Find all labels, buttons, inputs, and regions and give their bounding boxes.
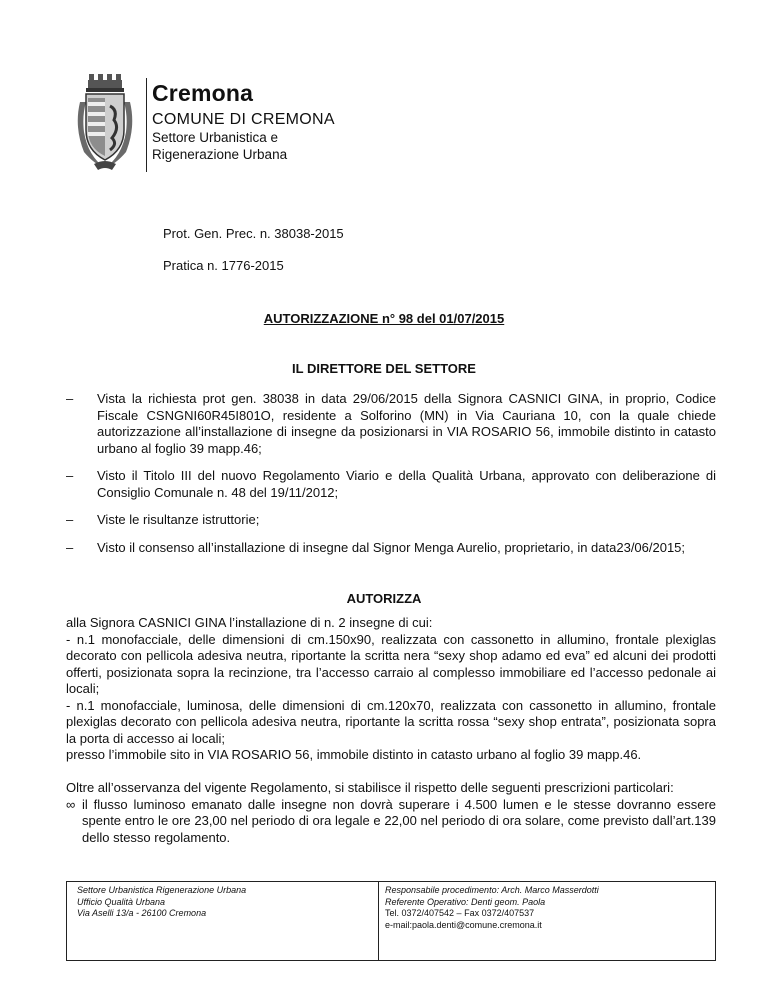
- sector-line-1: Settore Urbanistica e: [152, 130, 279, 145]
- body-location: presso l’immobile sito in VIA ROSARIO 56, immobile distinto in catasto urbano al foglio 39 mapp.46.: [66, 747, 642, 762]
- prescriptions-intro: Oltre all’osservanza del vigente Regolamento, si stabilisce il rispetto delle seguenti prescrizioni particolari:: [66, 780, 674, 795]
- protocol-reference: Prot. Gen. Prec. n. 38038-2015: [163, 226, 344, 241]
- sector-line-2: Rigenerazione Urbana: [152, 147, 288, 162]
- consideration-text: Viste le risultanze istruttorie;: [97, 512, 260, 527]
- consideration-item: – Visto il Titolo III del nuovo Regolamento Viario e della Qualità Urbana, approvato con deliberazione di Consiglio Comunale n. 48 del 19/11/2012;: [66, 468, 716, 500]
- consideration-item: – Visto il consenso all’installazione di insegne dal Signor Menga Aurelio, proprietario, in data23/06/2015;: [66, 539, 686, 555]
- case-reference: Pratica n. 1776-2015: [163, 258, 284, 273]
- header-divider: [146, 78, 147, 172]
- footer-box: [66, 881, 716, 961]
- consideration-text: Visto il Titolo III del nuovo Regolamento Viario e della Qualità Urbana, approvato con deliberazione di Consiglio Comunale n. 48 del 19/11/2012;: [97, 468, 716, 500]
- footer-right-line: Tel. 0372/407542 – Fax 0372/407537: [385, 908, 535, 918]
- footer-email: e-mail:paola.denti@comune.cremona.it: [385, 919, 542, 930]
- footer-right-line: Responsabile procedimento: Arch. Marco Masserdotti: [385, 885, 599, 895]
- footer-office-info: [77, 885, 246, 920]
- footer-left-line: Via Aselli 13/a - 26100 Cremona: [77, 908, 207, 918]
- organization-subtitle: COMUNE DI CREMONA: [152, 111, 335, 128]
- authorization-body: [66, 615, 716, 764]
- coat-of-arms-icon: [74, 72, 136, 172]
- consideration-item: – Vista la richiesta prot gen. 38038 in data 29/06/2015 della Signora CASNICI GINA, in proprio, Codice Fiscale CSNGNI60R45I801O, residente a Solforino (MN) in Via Cauriana 10, con la quale chiede autorizzazione all’installazione di insegne da posizionarsi in VIA ROSARIO 56, immobile distinto in catasto urbano al foglio 39 mapp.46;: [66, 391, 716, 456]
- consideration-text: Vista la richiesta prot gen. 38038 in data 29/06/2015 della Signora CASNICI GINA, in proprio, Codice Fiscale CSNGNI60R45I801O, residente a Solforino (MN) in Via Cauriana 10, con la quale chiede autorizzazione all’installazione di insegne da posizionarsi in VIA ROSARIO 56, immobile distinto in catasto urbano al foglio 39 mapp.46;: [97, 391, 716, 456]
- considerations-list: [66, 391, 716, 567]
- organization-block: [152, 80, 335, 163]
- body-intro: alla Signora CASNICI GINA l’installazione di n. 2 insegne di cui:: [66, 615, 433, 630]
- footer-divider: [378, 882, 379, 960]
- authorization-title: AUTORIZZAZIONE n° 98 del 01/07/2015: [263, 311, 505, 326]
- footer-left-line: Ufficio Qualità Urbana: [77, 896, 166, 907]
- bullet-symbol: ∞: [66, 796, 76, 812]
- body-sign-2: - n.1 monofacciale, luminosa, delle dimensioni di cm.120x70, realizzata con cassonetto in allumino, frontale plexiglas decorato con pellicola adesiva neutra, riportante la scritta rossa “sexy shop entrata”, posizionata sopra la porta di accesso ai locali;: [66, 697, 716, 746]
- body-sign-1: - n.1 monofacciale, delle dimensioni di cm.150x90, realizzata con cassonetto in allumino, frontale plexiglas decorato con pellicola adesiva neutra, riportante la scritta nera “sexy shop adamo ed eva” ed alcuni dei prodotti offerti, posizionata sopra la recinzione, tra l’accesso carraio al complesso immobiliare ed l’accesso pedonale ai locali;: [66, 631, 716, 696]
- organization-name: Cremona: [152, 80, 254, 106]
- consideration-text: Visto il consenso all’installazione di insegne dal Signor Menga Aurelio, proprietario, in data23/06/2015;: [97, 539, 686, 555]
- prescription-item: [66, 797, 716, 847]
- prescriptions-section: [66, 780, 716, 846]
- consideration-item: – Viste le risultanze istruttorie;: [66, 512, 260, 527]
- footer-right-line: Referente Operativo: Denti geom. Paola: [385, 896, 546, 907]
- footer-left-line: Settore Urbanistica Rigenerazione Urbana: [77, 885, 247, 895]
- prescription-text: il flusso luminoso emanato dalle insegne non dovrà superare i 4.500 lumen e le stesse dovranno essere spente entro le ore 23,00 nel periodo di ora legale e 22,00 nel periodo di ora solare, come previsto dall’art.139 dello stesso regolamento.: [82, 796, 716, 845]
- footer-contact-info: [385, 885, 599, 931]
- director-title: IL DIRETTORE DEL SETTORE: [292, 361, 476, 376]
- autorizza-title: AUTORIZZA: [346, 591, 422, 606]
